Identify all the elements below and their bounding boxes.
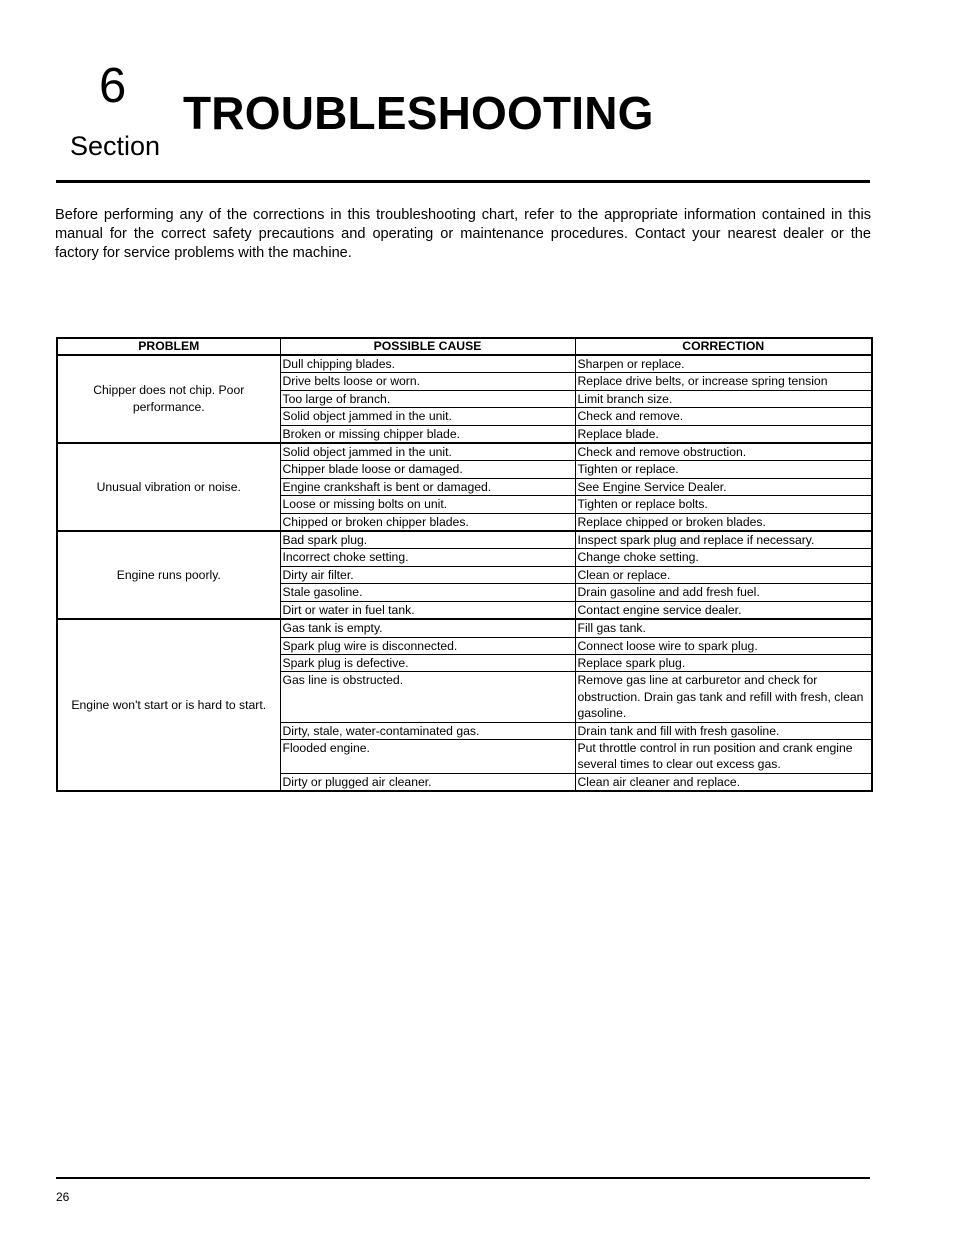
correction-cell: Put throttle control in run position and crank engine several times to clear out excess gas. xyxy=(575,739,872,773)
problem-cell: Engine won't start or is hard to start. xyxy=(57,619,280,791)
cause-cell: Gas line is obstructed. xyxy=(280,672,575,722)
table-row xyxy=(57,619,872,637)
correction-cell: Replace spark plug. xyxy=(575,654,872,671)
problem-cell: Chipper does not chip. Poor performance. xyxy=(57,355,280,443)
cause-cell: Dirty, stale, water-contaminated gas. xyxy=(280,722,575,739)
header-divider xyxy=(56,180,870,183)
correction-cell: Fill gas tank. xyxy=(575,619,872,637)
cause-cell: Solid object jammed in the unit. xyxy=(280,443,575,461)
correction-cell: Replace chipped or broken blades. xyxy=(575,513,872,531)
correction-cell: Replace drive belts, or increase spring tension xyxy=(575,373,872,390)
correction-cell: Tighten or replace bolts. xyxy=(575,496,872,513)
correction-cell: Check and remove. xyxy=(575,408,872,425)
cause-cell: Flooded engine. xyxy=(280,739,575,773)
header-possible-cause: POSSIBLE CAUSE xyxy=(280,338,575,355)
table-body xyxy=(57,355,872,791)
table-row xyxy=(57,531,872,549)
problem-cell: Unusual vibration or noise. xyxy=(57,443,280,531)
cause-cell: Solid object jammed in the unit. xyxy=(280,408,575,425)
cause-cell: Chipped or broken chipper blades. xyxy=(280,513,575,531)
correction-cell: Tighten or replace. xyxy=(575,461,872,478)
troubleshooting-table xyxy=(56,337,873,792)
correction-cell: Drain gasoline and add fresh fuel. xyxy=(575,584,872,601)
cause-cell: Drive belts loose or worn. xyxy=(280,373,575,390)
table-row xyxy=(57,355,872,373)
correction-cell: Limit branch size. xyxy=(575,390,872,407)
cause-cell: Broken or missing chipper blade. xyxy=(280,425,575,443)
correction-cell: Connect loose wire to spark plug. xyxy=(575,637,872,654)
cause-cell: Spark plug is defective. xyxy=(280,654,575,671)
section-number: 6 xyxy=(99,59,127,113)
section-label: Section xyxy=(70,131,161,161)
table-header-row xyxy=(57,338,872,355)
cause-cell: Dirty or plugged air cleaner. xyxy=(280,773,575,791)
correction-cell: Clean or replace. xyxy=(575,566,872,583)
cause-cell: Bad spark plug. xyxy=(280,531,575,549)
page-number: 26 xyxy=(56,1190,70,1204)
footer-divider xyxy=(56,1177,870,1179)
correction-cell: Clean air cleaner and replace. xyxy=(575,773,872,791)
cause-cell: Stale gasoline. xyxy=(280,584,575,601)
cause-cell: Dull chipping blades. xyxy=(280,355,575,373)
intro-paragraph: Before performing any of the corrections in this troubleshooting chart, refer to the appropriate information contained in this manual for the correct safety precautions and operating or maintenance procedures. Contact your nearest dealer or the factory for service problems with the machine. xyxy=(55,207,871,261)
cause-cell: Gas tank is empty. xyxy=(280,619,575,637)
correction-cell: See Engine Service Dealer. xyxy=(575,478,872,495)
cause-cell: Engine crankshaft is bent or damaged. xyxy=(280,478,575,495)
page-title: TROUBLESHOOTING xyxy=(183,87,654,139)
correction-cell: Contact engine service dealer. xyxy=(575,601,872,619)
header-correction: CORRECTION xyxy=(575,338,872,355)
cause-cell: Dirty air filter. xyxy=(280,566,575,583)
correction-cell: Change choke setting. xyxy=(575,549,872,566)
cause-cell: Too large of branch. xyxy=(280,390,575,407)
correction-cell: Inspect spark plug and replace if necessary. xyxy=(575,531,872,549)
table-row xyxy=(57,443,872,461)
cause-cell: Incorrect choke setting. xyxy=(280,549,575,566)
cause-cell: Spark plug wire is disconnected. xyxy=(280,637,575,654)
correction-cell: Drain tank and fill with fresh gasoline. xyxy=(575,722,872,739)
correction-cell: Sharpen or replace. xyxy=(575,355,872,373)
cause-cell: Chipper blade loose or damaged. xyxy=(280,461,575,478)
cause-cell: Dirt or water in fuel tank. xyxy=(280,601,575,619)
cause-cell: Loose or missing bolts on unit. xyxy=(280,496,575,513)
correction-cell: Remove gas line at carburetor and check for obstruction. Drain gas tank and refill with fresh, clean gasoline. xyxy=(575,672,872,722)
correction-cell: Replace blade. xyxy=(575,425,872,443)
problem-cell: Engine runs poorly. xyxy=(57,531,280,619)
correction-cell: Check and remove obstruction. xyxy=(575,443,872,461)
header-problem: PROBLEM xyxy=(57,338,280,355)
